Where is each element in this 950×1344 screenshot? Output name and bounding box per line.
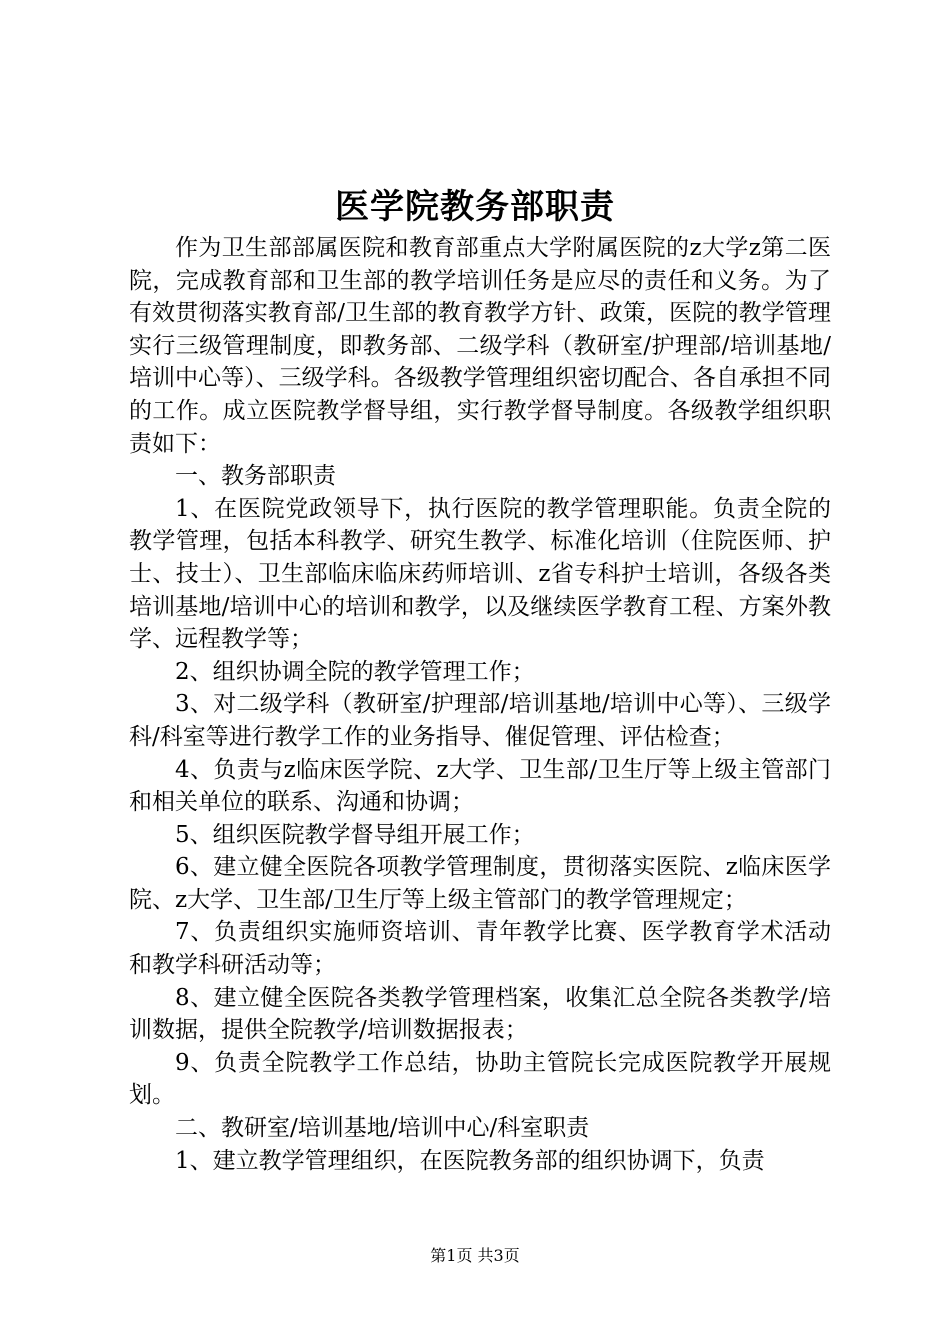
duty-item-8: 8、建立健全医院各类教学管理档案，收集汇总全院各类教学/培训数据，提供全院教学/培训数据报表； — [129, 984, 831, 1044]
duty-item-1: 1、在医院党政领导下，执行医院的教学管理职能。负责全院的教学管理，包括本科教学、研究生教学、标准化培训（住院医师、护士、技士）、卫生部临床临床药师培训、z省专科护士培训，各级各类培训基地/培训中心的培训和教学，以及继续医学教育工程、方案外教学、远程教学等； — [129, 495, 831, 653]
duty-item-9: 9、负责全院教学工作总结，协助主管院长完成医院教学开展规划。 — [129, 1049, 831, 1109]
document-title: 医学院教务部职责 — [335, 187, 615, 227]
duty-item-3: 3、对二级学科（教研室/护理部/培训基地/培训中心等）、三级学科/科室等进行教学工作的业务指导、催促管理、评估检查； — [129, 691, 831, 750]
page-number-footer: 第1页 共3页 — [430, 1246, 520, 1265]
section-2-item-1: 1、建立教学管理组织，在医院教务部的组织协调下，负责 — [175, 1147, 765, 1174]
section-heading-2: 二、教研室/培训基地/培训中心/科室职责 — [175, 1115, 590, 1142]
intro-paragraph: 作为卫生部部属医院和教育部重点大学附属医院的z大学z第二医院，完成教育部和卫生部的教学培训任务是应尽的责任和义务。为了有效贯彻落实教育部/卫生部的教育教学方针、政策，医院的教学管理实行三级管理制度，即教务部、二级学科（教研室/护理部/培训基地/培训中心等）、三级学科。各级教学管理组织密切配合、各自承担不同的工作。成立医院教学督导组，实行教学督导制度。各级教学组织职责如下： — [129, 235, 831, 457]
duty-item-5: 5、组织医院教学督导组开展工作； — [175, 821, 535, 848]
duty-item-4: 4、负责与z临床医学院、z大学、卫生部/卫生厅等上级主管部门和相关单位的联系、沟通和协调； — [129, 756, 831, 816]
duty-item-2: 2、组织协调全院的教学管理工作； — [175, 658, 535, 685]
document-body — [129, 232, 831, 1177]
section-heading-1: 一、教务部职责 — [175, 463, 336, 490]
duty-item-7: 7、负责组织实施师资培训、青年教学比赛、医学教育学术活动和教学科研活动等； — [129, 919, 831, 979]
duty-item-6: 6、建立健全医院各项教学管理制度，贯彻落实医院、z临床医学院、z大学、卫生部/卫生厅等上级主管部门的教学管理规定； — [129, 854, 831, 913]
